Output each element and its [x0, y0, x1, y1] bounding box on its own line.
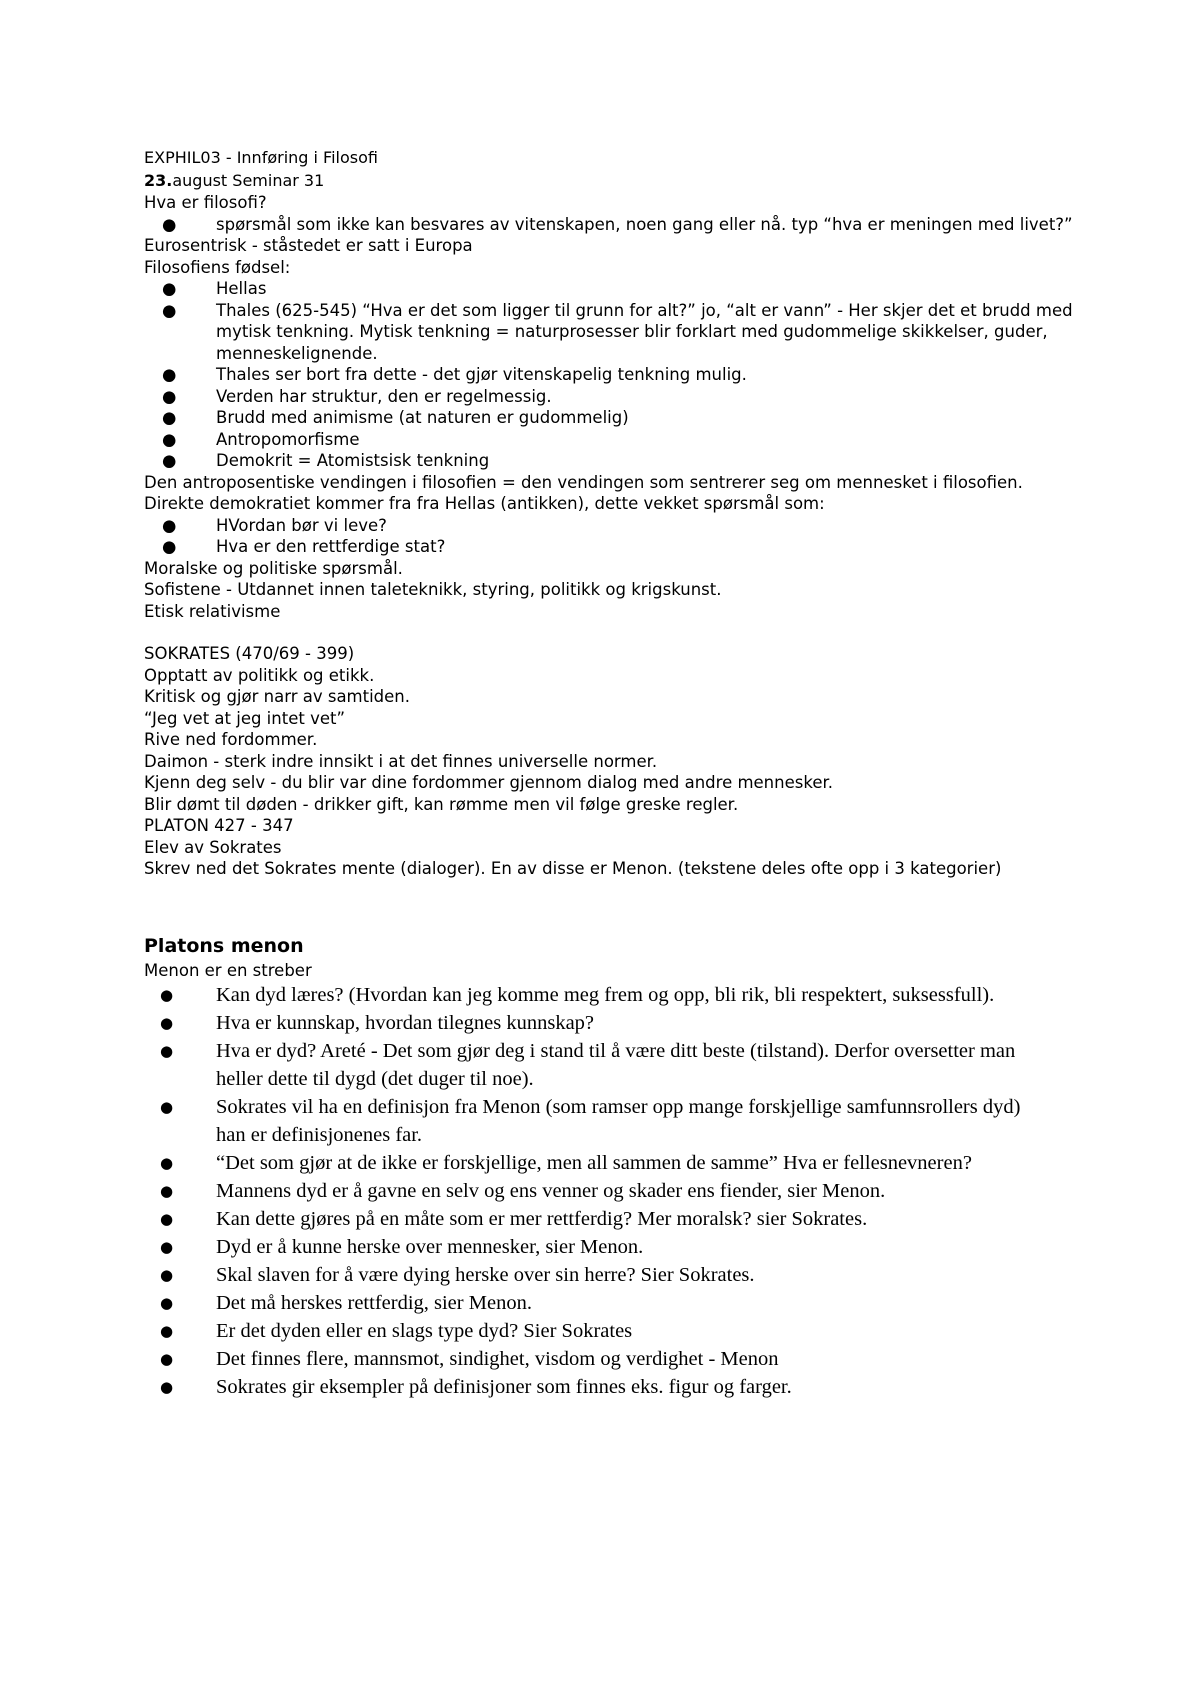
list-item: ● Skal slaven for å være dying herske over sin herre? Sier Sokrates.: [144, 1261, 1044, 1289]
bullet-icon: ●: [160, 1378, 174, 1396]
platon-line: Elev av Sokrates: [144, 837, 282, 857]
list-item: ● Hellas: [162, 279, 267, 298]
sokrates-line: Rive ned fordommer.: [144, 730, 318, 749]
list-item: ● HVordan bør vi leve?: [162, 515, 387, 535]
list-item: ● Antropomorfisme: [162, 429, 360, 449]
bullet-icon: ●: [162, 429, 177, 449]
bullet-icon: ●: [162, 408, 177, 427]
list-fodsel: [144, 278, 1073, 472]
sokrates-line: SOKRATES (470/69 - 399): [144, 644, 355, 663]
sokrates-line: Daimon - sterk indre innsikt i at det finnes universelle normer.: [144, 751, 658, 771]
list-item: ● Det må herskes rettferdig, sier Menon.: [144, 1289, 1044, 1317]
list-item: ● Kan dyd læres? (Hvordan kan jeg komme meg frem og opp, bli rik, bli respektert, suksessfull).: [144, 981, 1044, 1009]
list-item: ● Kan dette gjøres på en måte som er mer rettferdig? Mer moralsk? sier Sokrates.: [144, 1205, 1044, 1233]
bullet-icon: ●: [160, 1154, 174, 1172]
moralske-line: Moralske og politiske spørsmål.: [144, 558, 403, 578]
date-rest: august Seminar 31: [172, 171, 325, 190]
sokrates-line: “Jeg vet at jeg intet vet”: [144, 708, 345, 728]
list-item: ● Hva er kunnskap, hvordan tilegnes kunnskap?: [144, 1009, 1044, 1037]
list-item: ● Verden har struktur, den er regelmessig.: [162, 386, 552, 406]
sokrates-line: Blir dømt til døden - drikker gift, kan rømme men vil følge greske regler.: [144, 794, 739, 814]
list-filosofi: [144, 214, 1073, 236]
skrev-paragraph: Skrev ned det Sokrates mente (dialoger). En av disse er Menon. (tekstene deles ofte opp i 3 kategorier): [144, 859, 1002, 878]
document-content: [144, 146, 1073, 1401]
document-title: EXPHIL03 - Innføring i Filosofi: [144, 148, 378, 167]
antroposentisk-paragraph: Den antroposentiske vendingen i filosofien = den vendingen som sentrerer seg om mennesket i filosofien. Direkte demokratiet kommer fra fra Hellas (antikken), dette vekket spørsmål som:: [144, 472, 1023, 513]
menon-subtitle: Menon er en streber: [144, 960, 312, 980]
sokrates-line: Kjenn deg selv - du blir var dine fordommer gjennom dialog med andre mennesker.: [144, 773, 833, 792]
date-day: 23.: [144, 171, 173, 190]
heading-filosofiens-fodsel: Filosofiens fødsel:: [144, 257, 291, 277]
etisk-line: Etisk relativisme: [144, 601, 281, 621]
bullet-icon: ●: [162, 365, 177, 384]
list-item: ● Thales (625-545) “Hva er det som ligger til grunn for alt?” jo, “alt er vann” - Her skjer det et brudd med mytisk tenkning. Mytisk tenkning = naturprosesser blir forklart med gudommelige skikkelser, guder, menneskelignende.: [162, 300, 1073, 363]
bullet-icon: ●: [160, 1350, 174, 1368]
list-item: ● Hva er den rettferdige stat?: [162, 537, 446, 556]
list-item: ● Er det dyden eller en slags type dyd? Sier Sokrates: [144, 1317, 1044, 1345]
bullet-icon: ●: [162, 537, 177, 556]
bullet-icon: ●: [162, 515, 177, 535]
spacer: [144, 880, 1064, 932]
sofistene-line: Sofistene - Utdannet innen taleteknikk, styring, politikk og krigskunst.: [144, 580, 722, 599]
list-item: ● Mannens dyd er å gavne en selv og ens venner og skader ens fiender, sier Menon.: [144, 1177, 1044, 1205]
notes-section-intro: [144, 192, 1073, 880]
bullet-icon: ●: [160, 1266, 174, 1284]
bullet-icon: ●: [162, 214, 177, 234]
sokrates-line: Opptatt av politikk og etikk.: [144, 665, 375, 685]
list-item: ● Thales ser bort fra dette - det gjør vitenskapelig tenkning mulig.: [162, 365, 747, 384]
spacer: [144, 622, 1064, 643]
bullet-icon: ●: [162, 386, 177, 406]
bullet-icon: ●: [160, 1238, 174, 1256]
list-antroposentisk: [144, 515, 1064, 558]
bullet-icon: ●: [160, 1042, 174, 1060]
list-item: ● Det finnes flere, mannsmot, sindighet, visdom og verdighet - Menon: [144, 1345, 1044, 1373]
list-menon: [144, 981, 1044, 1401]
bullet-icon: ●: [160, 1182, 174, 1200]
bullet-icon: ●: [160, 1294, 174, 1312]
list-item: ● Demokrit = Atomistsisk tenkning: [162, 451, 490, 470]
bullet-icon: ●: [160, 1210, 174, 1228]
list-item: ● Hva er dyd? Areté - Det som gjør deg i stand til å være ditt beste (tilstand). Derfor oversetter man heller dette til dygd (det duger til noe).: [144, 1037, 1044, 1093]
bullet-icon: ●: [160, 1014, 174, 1032]
list-item: ● Dyd er å kunne herske over mennesker, sier Menon.: [144, 1233, 1044, 1261]
list-item: ● Sokrates gir eksempler på definisjoner som finnes eks. figur og farger.: [144, 1373, 1044, 1401]
heading-platons-menon: Platons menon: [144, 934, 304, 957]
bullet-icon: ●: [162, 451, 177, 470]
bullet-icon: ●: [160, 986, 174, 1004]
bullet-icon: ●: [162, 300, 177, 320]
bullet-icon: ●: [160, 1322, 174, 1340]
heading-hva-er-filosofi: Hva er filosofi?: [144, 193, 267, 212]
seminar-date: [144, 170, 1064, 192]
platon-line: PLATON 427 - 347: [144, 816, 294, 835]
eurosentrisk-line: Eurosentrisk - ståstedet er satt i Europa: [144, 236, 473, 255]
list-item: ● spørsmål som ikke kan besvares av vitenskapen, noen gang eller nå. typ “hva er meningen med livet?”: [162, 214, 1073, 234]
bullet-icon: ●: [160, 1098, 174, 1116]
list-item: ● Sokrates vil ha en definisjon fra Menon (som ramser opp mange forskjellige samfunnsrollers dyd) han er definisjonenes far.: [144, 1093, 1044, 1149]
list-item: ● Brudd med animisme (at naturen er gudommelig): [162, 408, 629, 427]
sokrates-line: Kritisk og gjør narr av samtiden.: [144, 687, 411, 706]
bullet-icon: ●: [162, 279, 177, 298]
list-item: ● “Det som gjør at de ikke er forskjellige, men all sammen de samme” Hva er fellesnevneren?: [144, 1149, 1044, 1177]
